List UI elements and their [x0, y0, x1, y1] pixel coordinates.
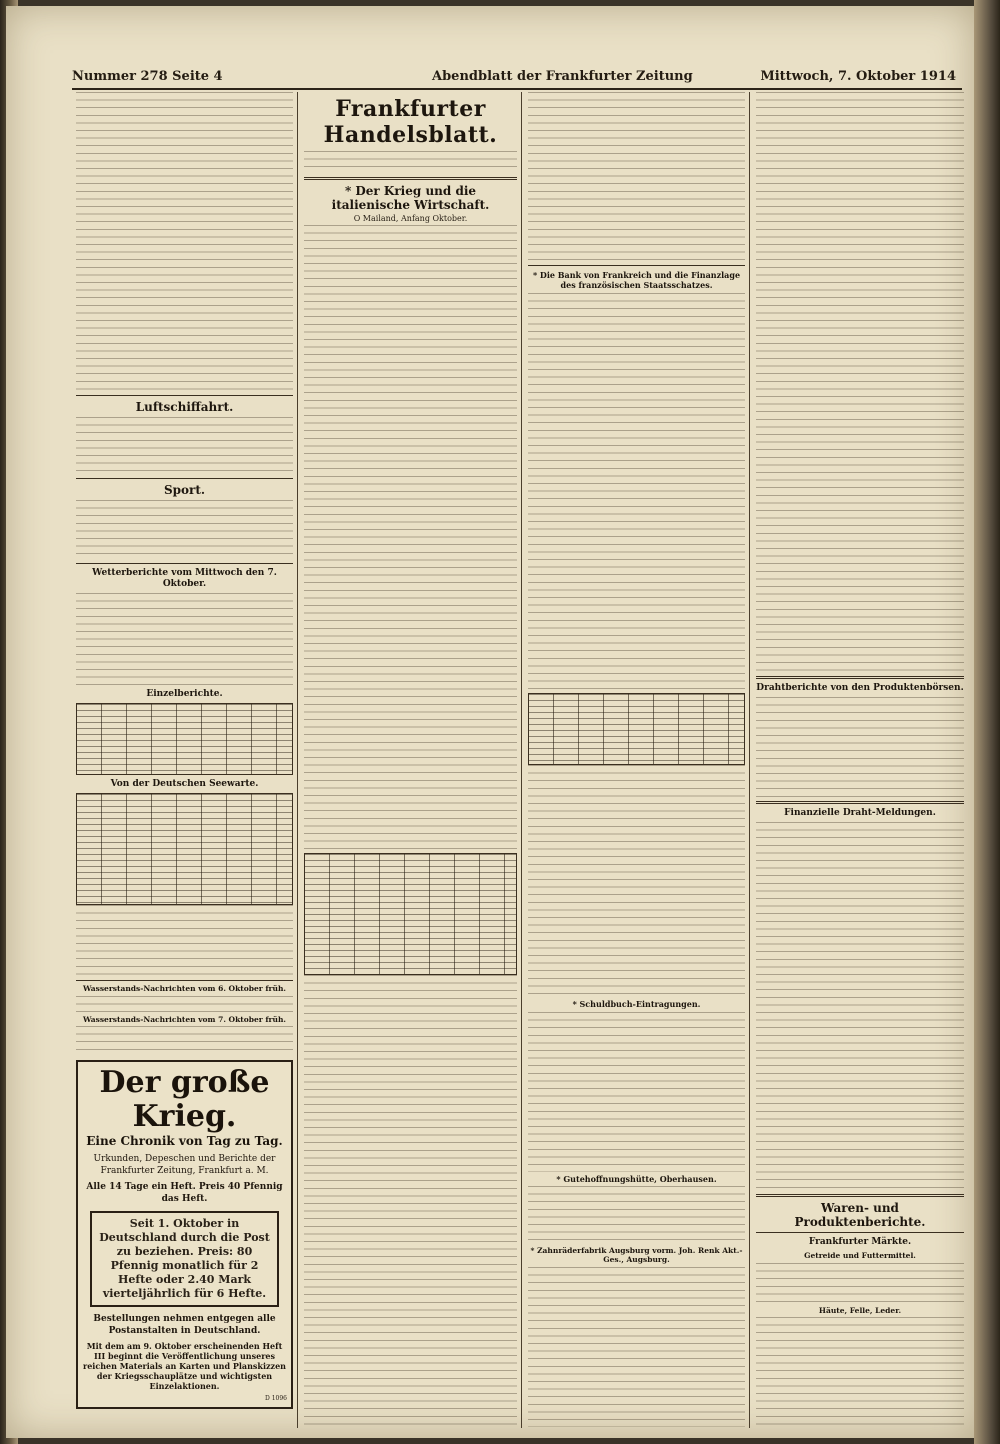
col3-guteh-text [528, 1186, 745, 1242]
heading-sport: Sport. [163, 483, 206, 497]
col4-finanz-text [756, 822, 964, 1190]
heading-zahnraeder: * Zahnräderfabrik Augsburg vorm. Joh. Renk Akt.-Ges., Augsburg. [530, 1246, 743, 1265]
col3-bank-text-2 [528, 765, 745, 997]
heading-drahtberichte: Drahtberichte von den Produktenbörsen. [756, 683, 964, 693]
col1-luft-text [76, 417, 293, 475]
masthead-title: Abendblatt der Frankfurter Zeitung [432, 69, 693, 84]
heading-haeute: Häute, Felle, Leder. [818, 1305, 902, 1315]
col1-wetter-text [76, 593, 293, 685]
heading-finanzielle: Finanzielle Draht-Meldungen. [784, 808, 936, 818]
col1-text-top [76, 92, 293, 392]
col4-getreide-text [756, 1263, 964, 1303]
masthead-issue: Nummer 278 Seite 4 [72, 69, 223, 84]
ad-footer: Bestellungen nehmen entgegen alle Postanstalten in Deutschland. [93, 1314, 276, 1337]
col1-seewarte-text [76, 905, 293, 977]
heading-waren: Waren- und Produktenberichte. [794, 1201, 926, 1229]
col4-text-top [756, 92, 964, 672]
ad-subtitle: Eine Chronik von Tag zu Tag. [86, 1134, 283, 1149]
heading-wasserstand-6: Wasserstands-Nachrichten vom 6. Oktober früh. [82, 984, 287, 993]
newspaper-page [6, 6, 974, 1438]
col4-haeute-text [756, 1317, 964, 1428]
advertisement-der-grosse-krieg [76, 1060, 293, 1409]
heading-seewarte: Von der Deutschen Seewarte. [110, 779, 259, 789]
seewarte-table [76, 793, 293, 905]
bank-frankreich-table [528, 693, 745, 765]
masthead-date: Mittwoch, 7. Oktober 1914 [760, 69, 956, 84]
column-2 [300, 92, 522, 1428]
section-title-handelsblatt: Frankfurter Handelsblatt. [323, 96, 498, 148]
heading-luftschiffahrt: Luftschiffahrt. [135, 400, 234, 414]
page-edge [974, 0, 1000, 1444]
article-heading-italien: * Der Krieg und die italienische Wirtschaft. [331, 184, 490, 212]
heading-wasserstand-7: Wasserstands-Nachrichten vom 7. Oktober früh. [82, 1014, 287, 1024]
heading-frankfurter-maerkte: Frankfurter Märkte. [808, 1237, 912, 1247]
heading-schuldbuch: * Schuldbuch-Eintragungen. [572, 999, 701, 1009]
column-1 [72, 92, 298, 1428]
heading-einzelberichte: Einzelberichte. [146, 689, 223, 699]
col1-wasser7-text [76, 1026, 293, 1054]
column-4 [752, 92, 968, 1428]
heading-wetterberichte: Wetterberichte vom Mittwoch den 7. Oktober. [92, 568, 277, 589]
col4-draht-text [756, 697, 964, 797]
ad-footer-2: Mit dem am 9. Oktober erscheinenden Heft III beginnt die Veröffentlichung unseres reichen Materials an Karten und Planskizzen der Kriegsschauplätze und wichtigsten Einzelaktionen. [83, 1341, 286, 1392]
col3-zahnrad-text [528, 1267, 745, 1427]
col3-schuld-text [528, 1012, 745, 1172]
weather-table [76, 703, 293, 775]
col2-article-text-2 [304, 975, 517, 1425]
ad-title: Der große Krieg. [99, 1065, 270, 1135]
col1-sport-text [76, 500, 293, 560]
col3-text-top [528, 92, 745, 262]
heading-bank-frankreich: * Die Bank von Frankreich und die Finanzlage des französischen Staatsschatzes. [532, 270, 741, 290]
ad-inner-box: Seit 1. Oktober in Deutschland durch die Post zu beziehen. Preis: 80 Pfennig monatlich für 2 Hefte oder 2.40 Mark vierteljährlich für 6 Hefte. [90, 1211, 279, 1307]
article-dateline: O Mailand, Anfang Oktober. [353, 214, 468, 223]
heading-gutehoffnung: * Gutehoffnungshütte, Oberhausen. [556, 1173, 717, 1184]
ad-code: D 1096 [265, 1395, 287, 1403]
bank-table [304, 853, 517, 975]
column-3 [524, 92, 750, 1428]
ad-body: Urkunden, Depeschen und Berichte der Frankfurter Zeitung, Frankfurt a. M. [93, 1154, 276, 1177]
col2-intro-note [304, 151, 517, 173]
masthead [72, 66, 962, 90]
col3-bank-text [528, 293, 745, 693]
col2-article-text [304, 225, 517, 853]
heading-getreide: Getreide und Futtermittel. [804, 1251, 916, 1260]
ad-price-line: Alle 14 Tage ein Heft. Preis 40 Pfennig das Heft. [86, 1182, 283, 1205]
col1-wasser6-text [76, 996, 293, 1012]
